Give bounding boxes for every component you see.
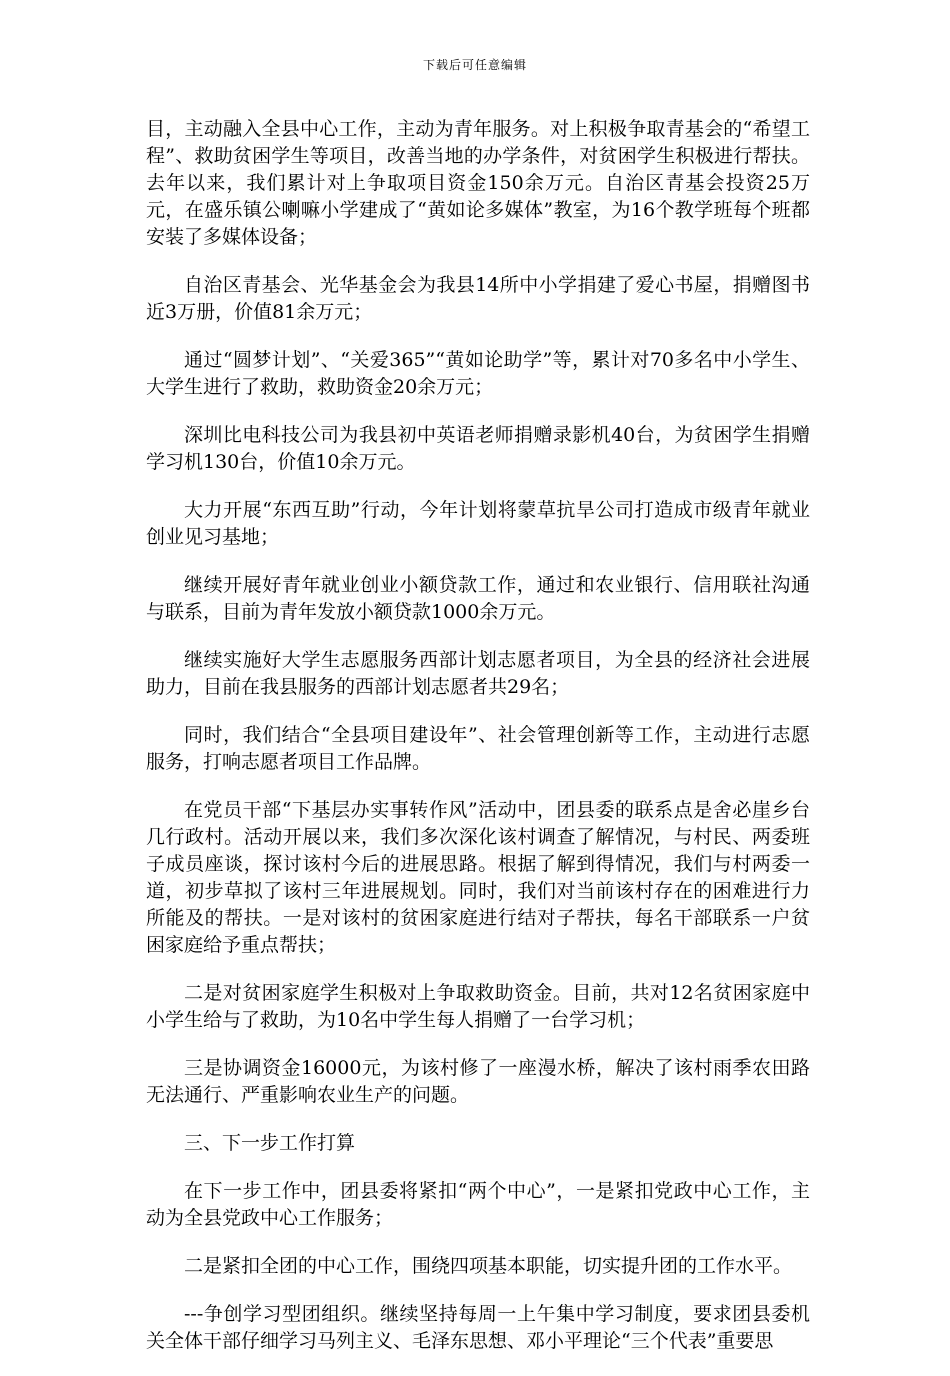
- paragraph-11: 三是协调资金16000元，为该村修了一座漫水桥，解决了该村雨季农田路无法通行、严重影响农业生产的问题。: [146, 1057, 810, 1106]
- document-body: [146, 116, 810, 1376]
- paragraph-5: 大力开展“东西互助”行动，今年计划将蒙草抗旱公司打造成市级青年就业创业见习基地；: [146, 499, 810, 548]
- paragraph-6: 继续开展好青年就业创业小额贷款工作，通过和农业银行、信用联社沟通与联系，目前为青年发放小额贷款1000余万元。: [146, 574, 810, 623]
- paragraph-8: 同时，我们结合“全县项目建设年”、社会管理创新等工作，主动进行志愿服务，打响志愿者项目工作品牌。: [146, 724, 810, 773]
- paragraph-15: ---争创学习型团组织。继续坚持每周一上午集中学习制度，要求团县委机关全体干部仔细学习马列主义、毛泽东思想、邓小平理论“三个代表”重要思: [146, 1303, 810, 1352]
- paragraph-13: 在下一步工作中，团县委将紧扣“两个中心”，一是紧扣党政中心工作，主动为全县党政中心工作服务；: [146, 1180, 810, 1229]
- paragraph-14: 二是紧扣全团的中心工作，围绕四项基本职能，切实提升团的工作水平。: [184, 1255, 793, 1277]
- section-heading: 三、下一步工作打算: [184, 1132, 356, 1154]
- paragraph-4: 深圳比电科技公司为我县初中英语老师捐赠录影机40台，为贫困学生捐赠学习机130台，价值10余万元。: [146, 424, 810, 473]
- paragraph-1: 目，主动融入全县中心工作，主动为青年服务。对上积极争取青基会的“希望工程”、救助贫困学生等项目，改善当地的办学条件，对贫困学生积极进行帮扶。去年以来，我们累计对上争取项目资金150余万元。自治区青基会投资25万元，在盛乐镇公喇嘛小学建成了“黄如论多媒体”教室，为16个教学班每个班都安装了多媒体设备；: [146, 118, 810, 248]
- paragraph-3: 通过“圆梦计划”、“关爱365”“黄如论助学”等，累计对70多名中小学生、大学生进行了救助，救助资金20余万元；: [146, 349, 810, 398]
- paragraph-10: 二是对贫困家庭学生积极对上争取救助资金。目前，共对12名贫困家庭中小学生给与了救助，为10名中学生每人捐赠了一台学习机；: [146, 982, 810, 1031]
- paragraph-7: 继续实施好大学生志愿服务西部计划志愿者项目，为全县的经济社会进展助力，目前在我县服务的西部计划志愿者共29名；: [146, 649, 810, 698]
- paragraph-2: 自治区青基会、光华基金会为我县14所中小学捐建了爱心书屋，捐赠图书近3万册，价值81余万元；: [146, 274, 810, 323]
- paragraph-9: 在党员干部“下基层办实事转作风”活动中，团县委的联系点是舍必崖乡台几行政村。活动开展以来，我们多次深化该村调查了解情况，与村民、两委班子成员座谈，探讨该村今后的进展思路。根据了解到得情况，我们与村两委一道，初步草拟了该村三年进展规划。同时，我们对当前该村存在的困难进行力所能及的帮扶。一是对该村的贫困家庭进行结对子帮扶，每名干部联系一户贫困家庭给予重点帮扶；: [146, 799, 810, 956]
- page-header: 下载后可任意编辑: [422, 58, 527, 72]
